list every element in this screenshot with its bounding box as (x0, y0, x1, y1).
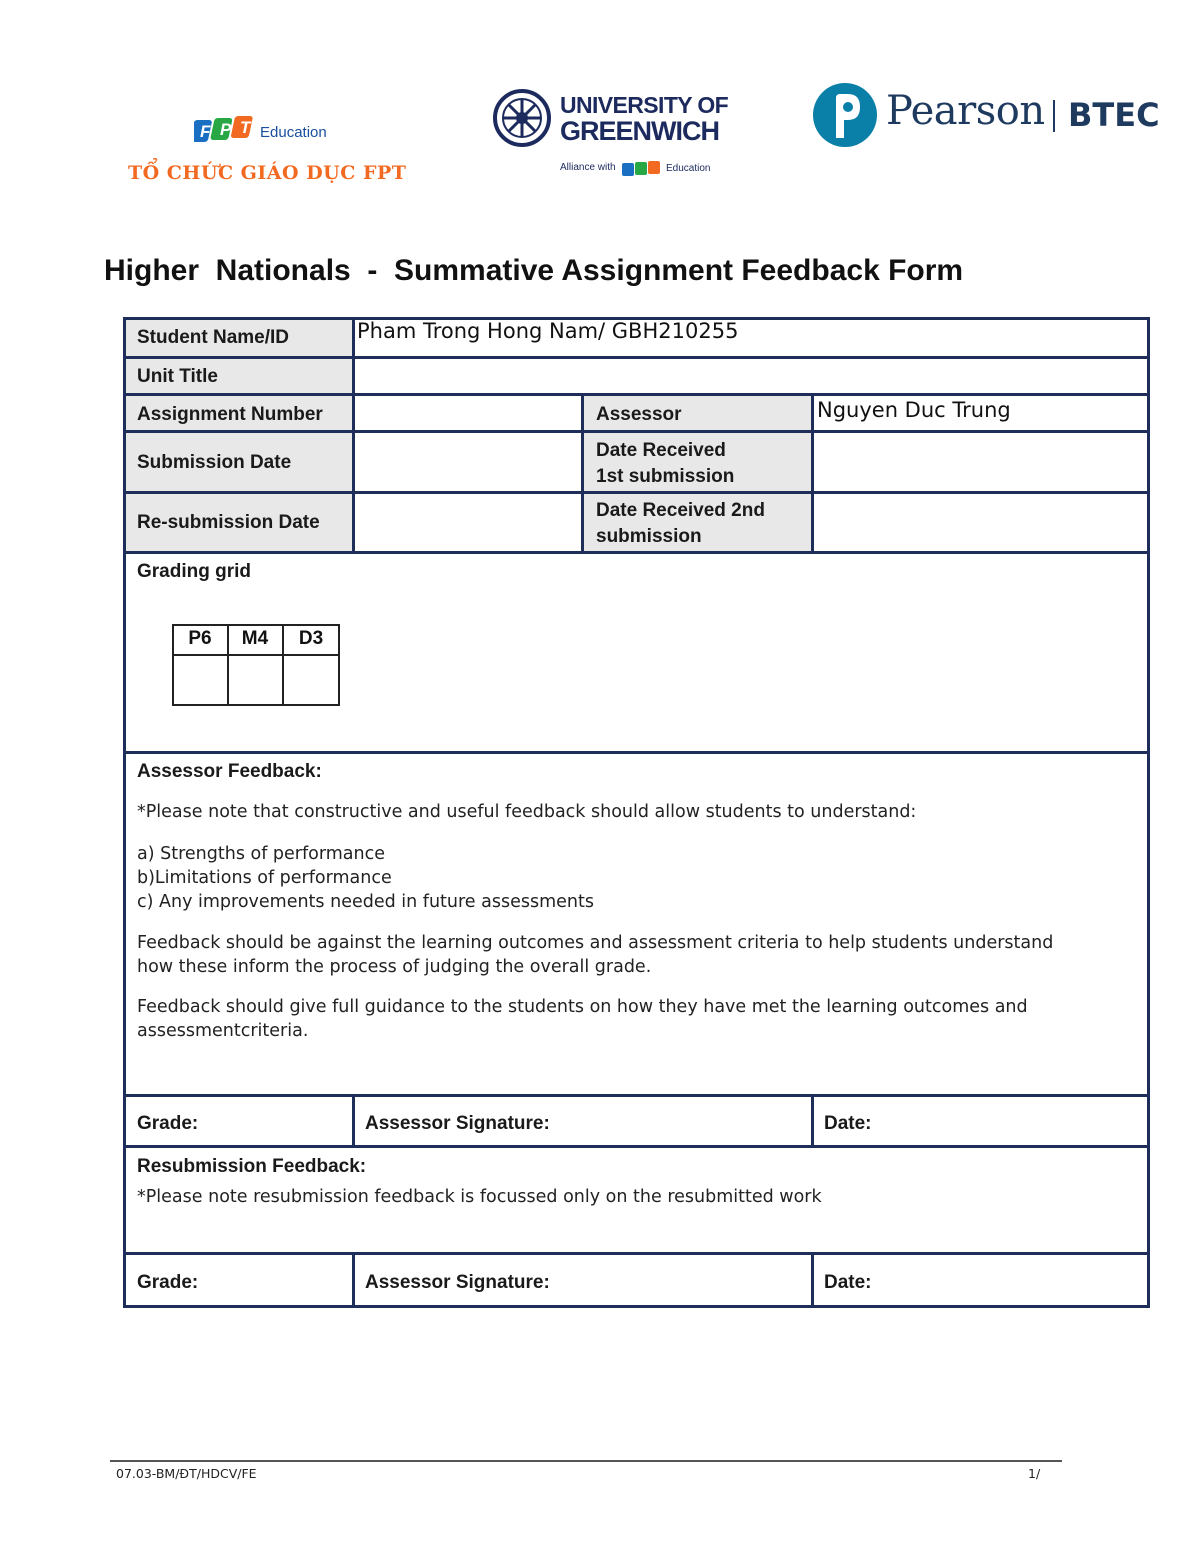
university-of-greenwich-logo (490, 86, 729, 182)
fpt-education-logo (120, 108, 407, 188)
assessor-feedback-heading: Assessor Feedback: (137, 761, 322, 782)
greenwich-line2: GREENWICH (560, 116, 719, 146)
resubmission-date-field-label: Date: (824, 1272, 872, 1293)
assessor-value[interactable]: Nguyen Duc Trung (817, 398, 1011, 422)
feedback-para1-line1: Feedback should be against the learning outcomes and assessment criteria to help students understand (137, 933, 1054, 953)
svg-text:F: F (200, 122, 211, 141)
assessor-feedback-note: *Please note that constructive and useful feedback should allow students to understand: (137, 802, 917, 822)
date-received-1-label-line2: 1st submission (596, 466, 735, 487)
feedback-para2-line1: Feedback should give full guidance to the students on how they have met the learning outcomes and (137, 997, 1028, 1017)
feedback-item-b: b)Limitations of performance (137, 868, 392, 888)
date-received-2-label-line1: Date Received 2nd (596, 500, 765, 521)
grade-cell-m4[interactable] (229, 656, 281, 703)
svg-text:P: P (220, 120, 232, 139)
page-title: Higher Nationals - Summative Assignment Feedback Form (104, 254, 964, 287)
date-received-2-label-line2: submission (596, 526, 702, 547)
student-name-label: Student Name/ID (137, 327, 290, 348)
grade-header-p6: P6 (188, 628, 212, 649)
grade-header-m4: M4 (241, 628, 269, 649)
pearson-p-icon (812, 80, 878, 150)
greenwich-line1: UNIVERSITY OF (560, 92, 729, 118)
submission-date-label: Submission Date (137, 452, 292, 473)
feedback-para1-line2: how these inform the process of judging the overall grade. (137, 957, 652, 977)
resubmission-grade-label: Grade: (137, 1272, 199, 1293)
grading-grid-table (172, 624, 340, 706)
alliance-text: Alliance with (560, 162, 616, 173)
svg-text:T: T (240, 118, 251, 137)
resubmission-date-label: Re-submission Date (137, 512, 320, 533)
alliance-education-text: Education (666, 163, 711, 174)
resubmission-feedback-heading: Resubmission Feedback: (137, 1156, 367, 1177)
grade-header-d3: D3 (298, 628, 324, 649)
pearson-separator (1053, 100, 1055, 132)
fpt-mark-icon (194, 112, 256, 146)
pearson-btec-logo (810, 80, 1160, 152)
fpt-mini-icon (620, 160, 662, 178)
footer-document-code: 07.03-BM/ĐT/HDCV/FE (116, 1466, 257, 1481)
footer-page-number: 1/ (1028, 1466, 1041, 1481)
assignment-number-label: Assignment Number (137, 404, 323, 425)
assessor-signature-label: Assessor Signature: (365, 1113, 550, 1134)
date-label: Date: (824, 1113, 872, 1134)
assessor-label: Assessor (596, 404, 682, 425)
grade-cell-p6[interactable] (174, 656, 226, 703)
pearson-wordmark: Pearson (886, 88, 1045, 134)
feedback-form (123, 317, 1150, 1308)
unit-title-label: Unit Title (137, 366, 218, 387)
feedback-item-a: a) Strengths of performance (137, 844, 385, 864)
resubmission-assessor-signature-label: Assessor Signature: (365, 1272, 550, 1293)
grade-cell-d3[interactable] (284, 656, 337, 703)
date-received-1-label-line1: Date Received (596, 440, 726, 461)
feedback-item-c: c) Any improvements needed in future assessments (137, 892, 594, 912)
fpt-org-name: TỔ CHỨC GIÁO DỤC FPT (128, 162, 407, 184)
grade-label: Grade: (137, 1113, 199, 1134)
student-name-value[interactable]: Pham Trong Hong Nam/ GBH210255 (357, 319, 739, 343)
resubmission-feedback-note: *Please note resubmission feedback is focussed only on the resubmitted work (137, 1187, 822, 1207)
fpt-education-text: Education (260, 124, 327, 141)
btec-wordmark: BTEC (1068, 96, 1160, 134)
feedback-para2-line2: assessmentcriteria. (137, 1021, 309, 1041)
footer-divider (110, 1460, 1062, 1462)
greenwich-seal-icon (492, 88, 552, 148)
grading-grid-label: Grading grid (137, 561, 251, 582)
